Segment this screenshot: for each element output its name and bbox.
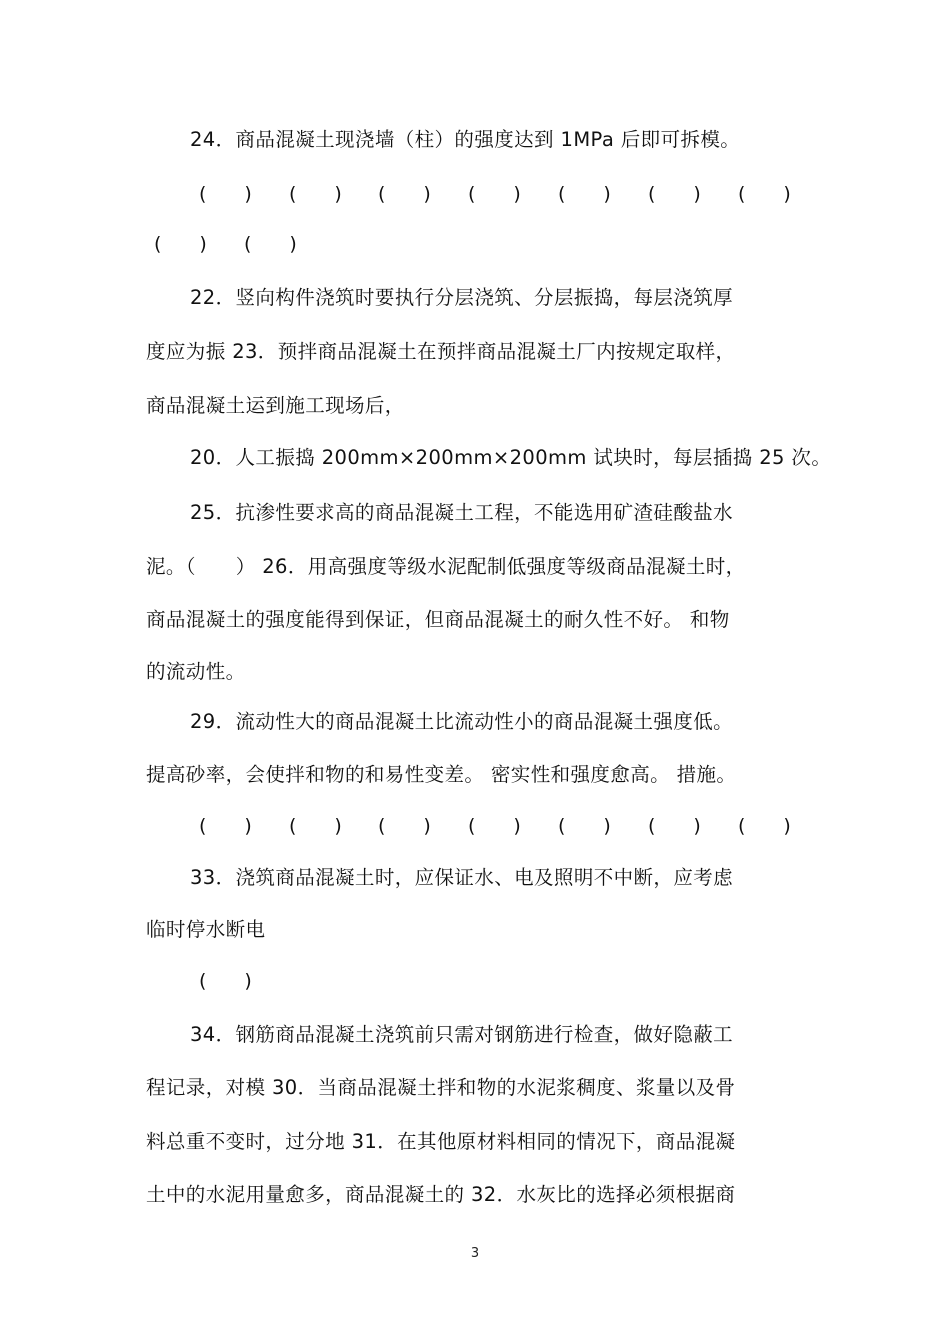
answer-blank: ( )	[244, 233, 297, 255]
answer-blank: ( )	[289, 815, 342, 837]
text-line: 程记录，对模 30．当商品混凝土拌和物的水泥浆稠度、浆量以及骨	[146, 1076, 736, 1099]
answer-blank: ( )	[558, 815, 611, 837]
answer-blank: ( )	[648, 815, 701, 837]
answer-blank: ( )	[154, 233, 207, 255]
text-line: 33．浇筑商品混凝土时，应保证水、电及照明不中断，应考虑	[190, 866, 734, 889]
answer-blank: ( )	[738, 183, 791, 205]
answer-blank: ( )	[199, 183, 252, 205]
text-line: 22．竖向构件浇筑时要执行分层浇筑、分层振捣，每层浇筑厚	[190, 286, 734, 309]
answer-blank: ( )	[289, 183, 342, 205]
page-number: 3	[470, 1246, 480, 1261]
text-line: 度应为振 23．预拌商品混凝土在预拌商品混凝土厂内按规定取样，	[146, 340, 736, 363]
text-line: 土中的水泥用量愈多，商品混凝土的 32．水灰比的选择必须根据商	[146, 1183, 736, 1206]
answer-blank: ( )	[738, 815, 791, 837]
answer-blank: ( )	[378, 815, 431, 837]
answer-blank: ( )	[468, 183, 521, 205]
text-line: 29．流动性大的商品混凝土比流动性小的商品混凝土强度低。	[190, 710, 734, 733]
text-line: 25．抗渗性要求高的商品混凝土工程，不能选用矿渣硅酸盐水	[190, 501, 734, 524]
text-line: 泥。（ ） 26．用高强度等级水泥配制低强度等级商品混凝土时，	[146, 555, 746, 578]
answer-blank: ( )	[468, 815, 521, 837]
text-line: 商品混凝土运到施工现场后，	[146, 394, 405, 417]
answer-blank: ( )	[199, 815, 252, 837]
answer-blank: ( )	[199, 970, 252, 992]
answer-blank: ( )	[378, 183, 431, 205]
text-line: 的流动性。	[146, 660, 246, 683]
answer-blank: ( )	[648, 183, 701, 205]
text-line: 临时停水断电	[146, 918, 266, 941]
text-line: 商品混凝土的强度能得到保证，但商品混凝土的耐久性不好。 和物	[146, 608, 730, 631]
text-line: 料总重不变时，过分地 31．在其他原材料相同的情况下，商品混凝	[146, 1130, 736, 1153]
text-line: 20．人工振捣 200mm×200mm×200mm 试块时，每层插捣 25 次。	[190, 446, 832, 469]
text-line: 34．钢筋商品混凝土浇筑前只需对钢筋进行检查，做好隐蔽工	[190, 1023, 734, 1046]
text-line: 24．商品混凝土现浇墙（柱）的强度达到 1MPa 后即可拆模。	[190, 128, 741, 151]
text-line: 提高砂率，会使拌和物的和易性变差。 密实性和强度愈高。 措施。	[146, 763, 737, 786]
answer-blank: ( )	[558, 183, 611, 205]
